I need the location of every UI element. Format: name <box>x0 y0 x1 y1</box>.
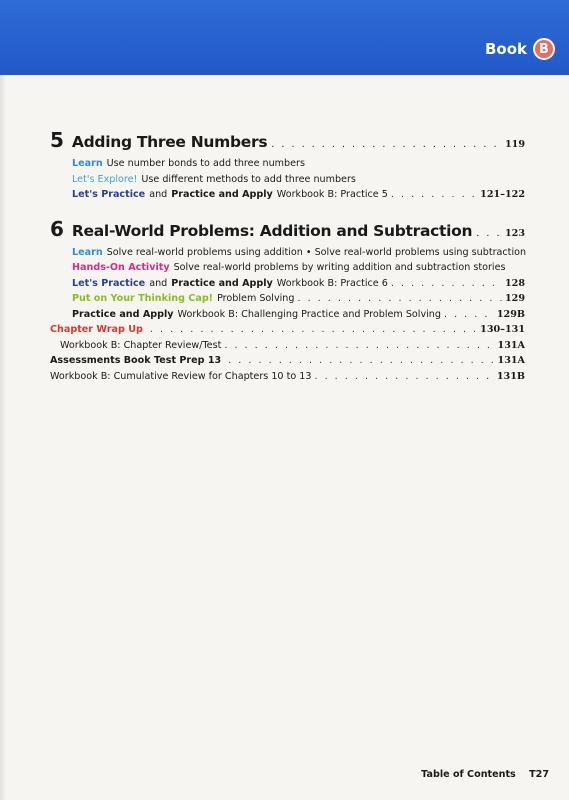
entry-text: Solve real-world problems by writing addition and subtraction stories <box>173 262 506 273</box>
dot-leader <box>391 187 477 203</box>
book-label-text: Book <box>484 40 527 58</box>
page-edge-shadow <box>0 75 6 800</box>
entry-text: Problem Solving <box>217 293 295 304</box>
entry-text: Solve real-world problems using addition • Solve real-world problems using subtraction <box>106 246 527 258</box>
and-word: and <box>149 189 168 200</box>
page-number: 129B <box>496 308 525 320</box>
assessments-label: Assessments Book Test Prep 13 <box>50 355 222 366</box>
chapter-title: Adding Three Numbers <box>71 133 268 151</box>
dot-leader <box>224 338 494 354</box>
page-number: 128 <box>504 277 525 289</box>
toc-entry-challenge[interactable] <box>50 307 525 323</box>
page-number: 121–122 <box>480 189 525 200</box>
learn-label: Learn <box>72 158 103 169</box>
wrap-up-label: Chapter Wrap Up <box>50 324 143 335</box>
and-word: and <box>149 277 168 289</box>
toc-entry-learn[interactable] <box>50 245 525 261</box>
dot-leader <box>297 291 501 307</box>
toc-entry-explore[interactable] <box>50 172 525 188</box>
dot-leader <box>314 369 493 385</box>
apply-label: Practice and Apply <box>171 189 273 200</box>
chapter-6-heading[interactable] <box>50 217 525 241</box>
page-number: 130–131 <box>480 324 525 335</box>
chapter-title: Real-World Problems: Addition and Subtraction <box>71 221 473 240</box>
page-footer <box>421 769 549 780</box>
book-label <box>485 38 555 60</box>
dot-leader <box>444 307 494 323</box>
practice-label: Let's Practice <box>72 189 146 200</box>
footer-page-number: T27 <box>529 769 549 780</box>
toc-entry-cumulative-review[interactable] <box>50 369 525 385</box>
table-of-contents <box>50 128 525 384</box>
toc-entry-learn[interactable] <box>50 156 525 172</box>
page-number: 119 <box>504 139 525 150</box>
toc-entry-hands-on[interactable] <box>50 260 525 276</box>
chapter-number: 5 <box>50 128 64 152</box>
thinking-cap-label: Put on Your Thinking Cap! <box>72 293 214 304</box>
dot-leader <box>391 276 502 292</box>
page-number: 131A <box>497 355 525 366</box>
entry-text: Workbook B: Practice 5 <box>276 189 388 200</box>
dot-leader <box>271 139 501 150</box>
entry-text: Workbook B: Chapter Review/Test <box>60 339 222 351</box>
toc-entry-thinking-cap[interactable] <box>50 291 525 307</box>
apply-label: Practice and Apply <box>72 308 174 320</box>
page-number: 129 <box>504 293 525 304</box>
chapter-5-heading[interactable] <box>50 128 525 152</box>
practice-label: Let's Practice <box>72 277 146 289</box>
toc-entry-chapter-review[interactable] <box>50 338 525 354</box>
dot-leader <box>476 228 501 239</box>
learn-label: Learn <box>72 246 103 258</box>
chapter-number: 6 <box>50 216 64 241</box>
entry-text: Workbook B: Challenging Practice and Problem Solving <box>177 308 441 320</box>
toc-entry-practice[interactable] <box>50 276 525 292</box>
page-number: 123 <box>504 227 525 239</box>
footer-section: Table of Contents <box>421 769 516 780</box>
dot-leader <box>150 322 477 338</box>
toc-entry-wrap-up[interactable] <box>50 322 525 338</box>
page-number: 131A <box>497 339 525 351</box>
page-number: 131B <box>496 370 525 382</box>
explore-label: Let's Explore! <box>72 173 138 185</box>
apply-label: Practice and Apply <box>171 277 273 289</box>
header-banner <box>0 0 569 75</box>
entry-text: Workbook B: Cumulative Review for Chapters 10 to 13 <box>50 370 312 382</box>
entry-text: Use number bonds to add three numbers <box>106 158 305 169</box>
toc-entry-practice[interactable] <box>50 187 525 203</box>
hands-on-label: Hands-On Activity <box>72 262 170 273</box>
book-letter-badge: B <box>533 38 555 60</box>
dot-leader <box>228 353 494 369</box>
entry-text: Workbook B: Practice 6 <box>276 277 388 289</box>
toc-entry-assessments[interactable] <box>50 353 525 369</box>
entry-text: Use different methods to add three numbers <box>141 173 356 185</box>
